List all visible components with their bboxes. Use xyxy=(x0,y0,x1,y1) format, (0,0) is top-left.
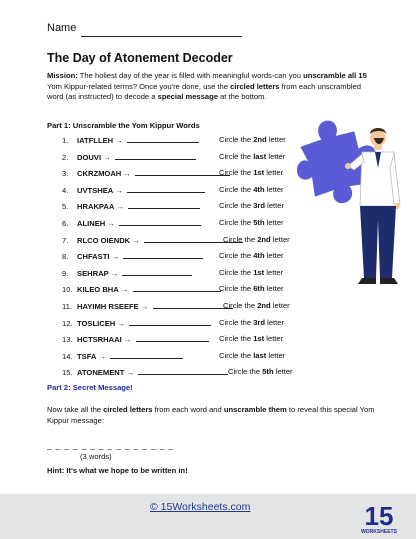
instruction-text: Circle the xyxy=(223,301,258,310)
hint-text: Hint: It's what we hope to be written in! xyxy=(47,466,188,475)
instruction-text: letter xyxy=(270,235,290,244)
item-number: 1. xyxy=(62,136,69,145)
instruction-position: 5th xyxy=(262,367,274,376)
instruction-position: 2nd xyxy=(253,135,267,144)
word-item xyxy=(62,334,209,344)
arrow-icon: → xyxy=(113,186,126,195)
word-item xyxy=(62,201,200,211)
secret-message-blanks[interactable]: _ _ _ _ _ _ _ _ _ _ _ _ _ _ _ xyxy=(47,441,174,450)
arrow-icon: → xyxy=(105,219,118,228)
instruction-text: letter xyxy=(266,152,286,161)
item-number: 14. xyxy=(62,352,73,361)
mission-paragraph xyxy=(47,71,369,103)
scrambled-word: TSFA xyxy=(77,352,97,361)
instruction-position: 5th xyxy=(253,218,265,227)
item-number: 3. xyxy=(62,169,69,178)
answer-blank[interactable] xyxy=(138,367,228,375)
scrambled-word: UVTSHEA xyxy=(77,186,114,195)
instruction-text: letter xyxy=(270,301,290,310)
circle-instruction xyxy=(228,367,293,377)
part2-heading: Part 2: Secret Message! xyxy=(47,383,133,392)
instruction-text: Circle the xyxy=(228,367,263,376)
instruction-text: letter xyxy=(266,351,286,360)
answer-blank[interactable] xyxy=(110,351,183,359)
item-number: 13. xyxy=(62,335,73,344)
instruction-position: 3rd xyxy=(253,318,266,327)
instruction-position: 2nd xyxy=(257,235,271,244)
arrow-icon: → xyxy=(113,136,125,145)
word-item xyxy=(62,268,192,278)
instruction-text: letter xyxy=(264,268,284,277)
page-title: The Day of Atonement Decoder xyxy=(47,51,233,65)
answer-blank[interactable] xyxy=(128,201,200,209)
word-item xyxy=(62,284,221,294)
scrambled-word: HCTSRHAAI xyxy=(77,335,122,344)
answer-blank[interactable] xyxy=(122,268,192,276)
scrambled-word: CKRZMOAH xyxy=(77,169,122,178)
part2-bold: unscramble them xyxy=(223,405,287,414)
instruction-position: 4th xyxy=(253,185,265,194)
instruction-position: 1st xyxy=(253,334,265,343)
circle-instruction xyxy=(223,235,290,245)
instruction-position: last xyxy=(253,351,267,360)
item-number: 2. xyxy=(62,153,69,162)
circle-instruction xyxy=(219,218,284,228)
scrambled-word: HAYIMH RSEEFE xyxy=(77,302,139,311)
instruction-text: letter xyxy=(265,201,285,210)
instruction-text: letter xyxy=(264,251,284,260)
name-label: Name xyxy=(47,22,77,34)
instruction-text: letter xyxy=(264,218,284,227)
instruction-text: Circle the xyxy=(223,235,258,244)
instruction-text: Circle the xyxy=(219,185,254,194)
scrambled-word: IATFLLEH xyxy=(77,136,114,145)
instruction-text: letter xyxy=(264,334,284,343)
word-item xyxy=(62,185,205,195)
instruction-text: letter xyxy=(266,135,286,144)
instruction-text: Circle the xyxy=(219,251,254,260)
instruction-text: Circle the xyxy=(219,318,254,327)
part2-text: to reveal this special Yom Kippur message: xyxy=(47,405,375,425)
arrow-icon: → xyxy=(130,236,142,245)
mission-bold: special message xyxy=(157,92,218,101)
circle-instruction xyxy=(219,152,285,162)
logo-number: 15 xyxy=(364,501,394,531)
answer-blank[interactable] xyxy=(153,301,233,309)
item-number: 5. xyxy=(62,202,69,211)
puzzle-man-illustration xyxy=(290,108,405,298)
scrambled-word: SEHRAP xyxy=(77,269,109,278)
answer-blank[interactable] xyxy=(135,168,230,176)
answer-blank[interactable] xyxy=(115,152,196,160)
answer-blank[interactable] xyxy=(123,251,203,259)
mission-bold: circled letters xyxy=(230,81,280,91)
instruction-text: Circle the xyxy=(219,201,254,210)
scrambled-word: DOUVI xyxy=(77,153,102,162)
arrow-icon: → xyxy=(138,302,151,311)
instruction-text: Circle the xyxy=(219,268,254,277)
instruction-position: last xyxy=(253,152,267,161)
circle-instruction xyxy=(219,201,284,211)
instruction-text: letter xyxy=(264,168,284,177)
word-item xyxy=(62,367,228,377)
part2-text: Now take all the xyxy=(47,405,104,414)
mission-text: Yom Kippur-related terms? Once you're done, use the xyxy=(47,81,231,91)
arrow-icon: → xyxy=(114,202,127,211)
answer-blank[interactable] xyxy=(133,284,221,292)
answer-blank[interactable] xyxy=(127,135,199,143)
scrambled-word: RLCO OIENDK xyxy=(77,236,131,245)
word-count-hint: (3 words) xyxy=(80,452,112,461)
arrow-icon: → xyxy=(115,319,128,328)
word-item xyxy=(62,318,211,328)
mission-text: at the bottom. xyxy=(217,92,267,101)
word-item xyxy=(62,152,196,162)
arrow-icon: → xyxy=(121,169,134,178)
item-number: 9. xyxy=(62,269,69,278)
answer-blank[interactable] xyxy=(127,185,205,193)
circle-instruction xyxy=(219,168,283,178)
worksheets-logo xyxy=(360,500,398,536)
word-item xyxy=(62,168,230,178)
circle-instruction xyxy=(219,268,283,278)
item-number: 7. xyxy=(62,236,69,245)
circle-instruction xyxy=(223,301,290,311)
circle-instruction xyxy=(219,351,285,361)
item-number: 8. xyxy=(62,252,69,261)
circle-instruction xyxy=(219,135,286,145)
mission-text: from each unscrambled word (as instructed) to decode a xyxy=(47,81,361,101)
item-number: 11. xyxy=(62,302,72,311)
instruction-position: 4th xyxy=(253,251,265,260)
circle-instruction xyxy=(219,251,284,261)
instruction-position: 2nd xyxy=(257,301,271,310)
part2-bold: circled letters xyxy=(103,405,153,414)
word-item xyxy=(62,351,183,361)
word-item xyxy=(62,135,199,145)
arrow-icon: → xyxy=(108,269,121,278)
scrambled-word: HRAKPAA xyxy=(77,202,115,211)
mission-bold: unscramble all 15 xyxy=(303,71,367,80)
part2-instructions xyxy=(47,405,377,426)
instruction-text: Circle the xyxy=(219,152,254,161)
item-number: 12. xyxy=(62,319,73,328)
part2-text: from each word and xyxy=(152,405,224,414)
instruction-text: Circle the xyxy=(219,351,254,360)
word-item xyxy=(62,218,201,228)
item-number: 6. xyxy=(62,219,69,228)
instruction-position: 1st xyxy=(253,268,265,277)
instruction-text: letter xyxy=(265,318,285,327)
scrambled-word: ALINEH xyxy=(77,219,106,228)
arrow-icon: → xyxy=(118,285,131,294)
item-number: 4. xyxy=(62,186,69,195)
scrambled-word: CHFASTI xyxy=(77,252,110,261)
item-number: 15. xyxy=(62,368,73,377)
arrow-icon: → xyxy=(101,153,113,162)
answer-blank[interactable] xyxy=(136,334,209,342)
word-item xyxy=(62,235,243,245)
circle-instruction xyxy=(219,318,284,328)
scrambled-word: KILEO BHA xyxy=(77,285,119,294)
word-item xyxy=(62,301,233,311)
scrambled-word: ATONEMENT xyxy=(77,368,125,377)
instruction-position: 1st xyxy=(253,168,265,177)
scrambled-word: TOSLICEH xyxy=(77,319,116,328)
item-number: 10. xyxy=(62,285,73,294)
instruction-position: 3rd xyxy=(253,201,266,210)
instruction-text: Circle the xyxy=(219,218,254,227)
instruction-text: Circle the xyxy=(219,334,254,343)
mission-label: Mission: xyxy=(47,71,78,80)
instruction-text: Circle the xyxy=(219,135,254,144)
circle-instruction xyxy=(219,185,284,195)
answer-blank[interactable] xyxy=(129,318,211,326)
circle-instruction xyxy=(219,284,284,294)
answer-blank[interactable] xyxy=(119,218,201,226)
word-item xyxy=(62,251,203,261)
instruction-text: letter xyxy=(264,185,284,194)
part1-heading: Part 1: Unscramble the Yom Kippur Words xyxy=(47,121,200,130)
logo-text: WORKSHEETS xyxy=(361,529,397,535)
arrow-icon: → xyxy=(121,335,134,344)
arrow-icon: → xyxy=(96,352,109,361)
instruction-text: letter xyxy=(273,367,293,376)
instruction-text: Circle the xyxy=(219,168,254,177)
instruction-text: Circle the xyxy=(219,284,254,293)
mission-text: The holiest day of the year is filled with meaningful words-can you xyxy=(77,71,304,80)
circle-instruction xyxy=(219,334,283,344)
arrow-icon: → xyxy=(109,252,122,261)
instruction-text: letter xyxy=(264,284,284,293)
name-field[interactable] xyxy=(81,36,242,37)
arrow-icon: → xyxy=(124,368,137,377)
footer-link[interactable]: © 15Worksheets.com xyxy=(150,501,251,513)
instruction-position: 6th xyxy=(253,284,265,293)
